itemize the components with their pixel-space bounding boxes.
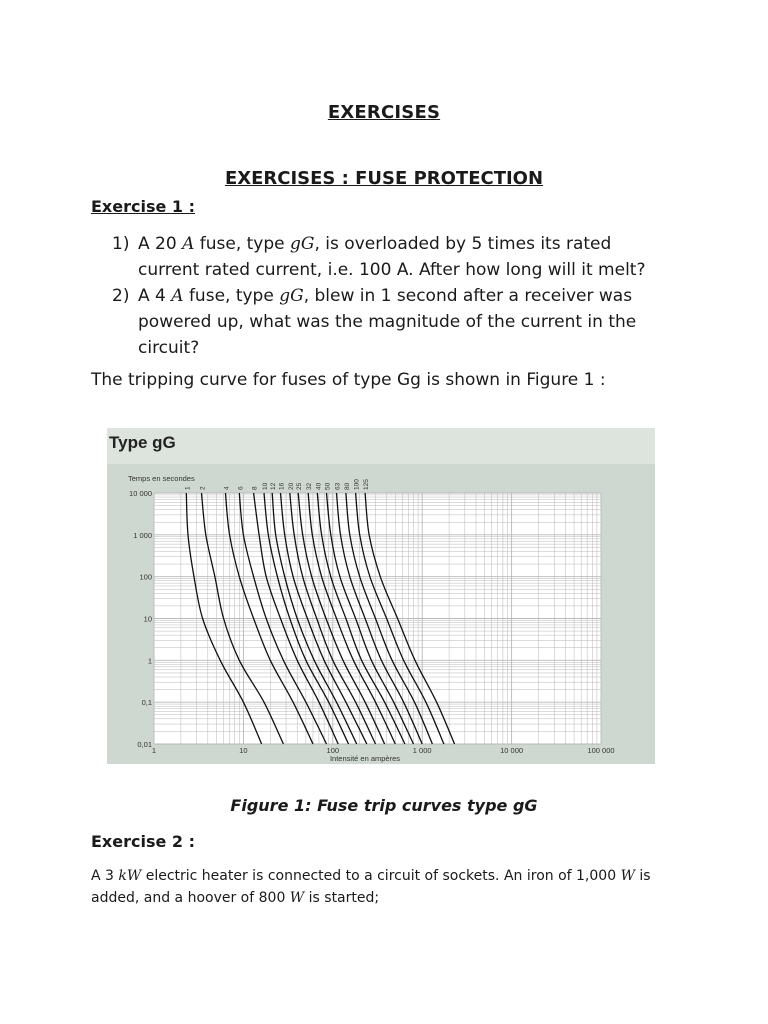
section-title: EXERCISES : FUSE PROTECTION — [224, 168, 544, 189]
figure-caption: Figure 1: Fuse trip curves type gG — [230, 796, 538, 815]
curve-label: 100 — [353, 479, 361, 490]
x-tick-label: 1 000 — [412, 746, 432, 755]
question-text: A 4 A fuse, type gG, blew in 1 second after a receiver was powered up, what was the magnitude of the current in the circuit? — [138, 286, 637, 358]
page-title: EXERCISES — [327, 102, 441, 123]
y-tick-label: 1 — [147, 656, 152, 666]
curve-label: 32 — [306, 482, 314, 491]
curve-label: 10 — [262, 482, 269, 490]
curve-label: 25 — [296, 482, 304, 491]
chart-svg — [107, 428, 655, 764]
fuse-trip-chart — [107, 428, 655, 764]
question-number: 2) — [112, 286, 130, 306]
curve-label: 20 — [287, 482, 295, 491]
curve-label: 50 — [324, 482, 332, 491]
plot-area — [129, 479, 615, 755]
curve-label: 80 — [343, 482, 351, 491]
chart-title: Type gG — [109, 433, 176, 452]
x-tick-label: 100 000 — [587, 746, 615, 755]
curve-label: 6 — [237, 486, 245, 490]
curve-label: 16 — [278, 482, 286, 491]
exercise-1-heading: Exercise 1 : — [91, 197, 196, 216]
exercise-2-heading: Exercise 2 : — [91, 832, 196, 851]
question-number: 1) — [112, 234, 130, 254]
question-1 — [112, 231, 672, 283]
y-tick-label: 10 000 — [129, 489, 152, 498]
y-tick-label: 1 000 — [133, 530, 152, 540]
question-list — [112, 231, 672, 361]
y-tick-label: 10 — [143, 614, 152, 624]
curve-label: 63 — [334, 482, 342, 490]
curve-label: 12 — [270, 482, 278, 490]
curve-label: 4 — [223, 486, 231, 491]
x-tick-label: 10 — [239, 746, 248, 755]
curve-label: 8 — [251, 486, 259, 491]
curve-label: 1 — [184, 486, 192, 490]
x-tick-label: 1 — [151, 746, 157, 755]
exercise-2-text: A 3 kW electric heater is connected to a circuit of sockets. An iron of 1,000 W is added, and a hoover of 800 W is started; — [91, 868, 651, 906]
y-tick-label: 0,01 — [137, 740, 152, 749]
x-axis-label: Intensité en ampères — [329, 754, 401, 763]
curve-label: 40 — [315, 482, 323, 491]
x-tick-label: 100 — [326, 746, 340, 755]
figure-intro-text: The tripping curve for fuses of type Gg is shown in Figure 1 : — [91, 370, 606, 390]
question-text: A 20 A fuse, type gG, is overloaded by 5 times its rated current rated current, i.e. 100 A. After how long will it melt? — [138, 234, 646, 280]
x-tick-label: 10 000 — [500, 746, 524, 755]
curve-label: 125 — [363, 479, 371, 490]
y-axis-label: Temps en secondes — [128, 474, 195, 483]
y-tick-label: 100 — [139, 572, 152, 582]
question-2 — [112, 283, 672, 361]
chart-title-band — [107, 428, 655, 464]
y-tick-label: 0,1 — [141, 698, 152, 708]
curve-label: 2 — [199, 486, 207, 490]
